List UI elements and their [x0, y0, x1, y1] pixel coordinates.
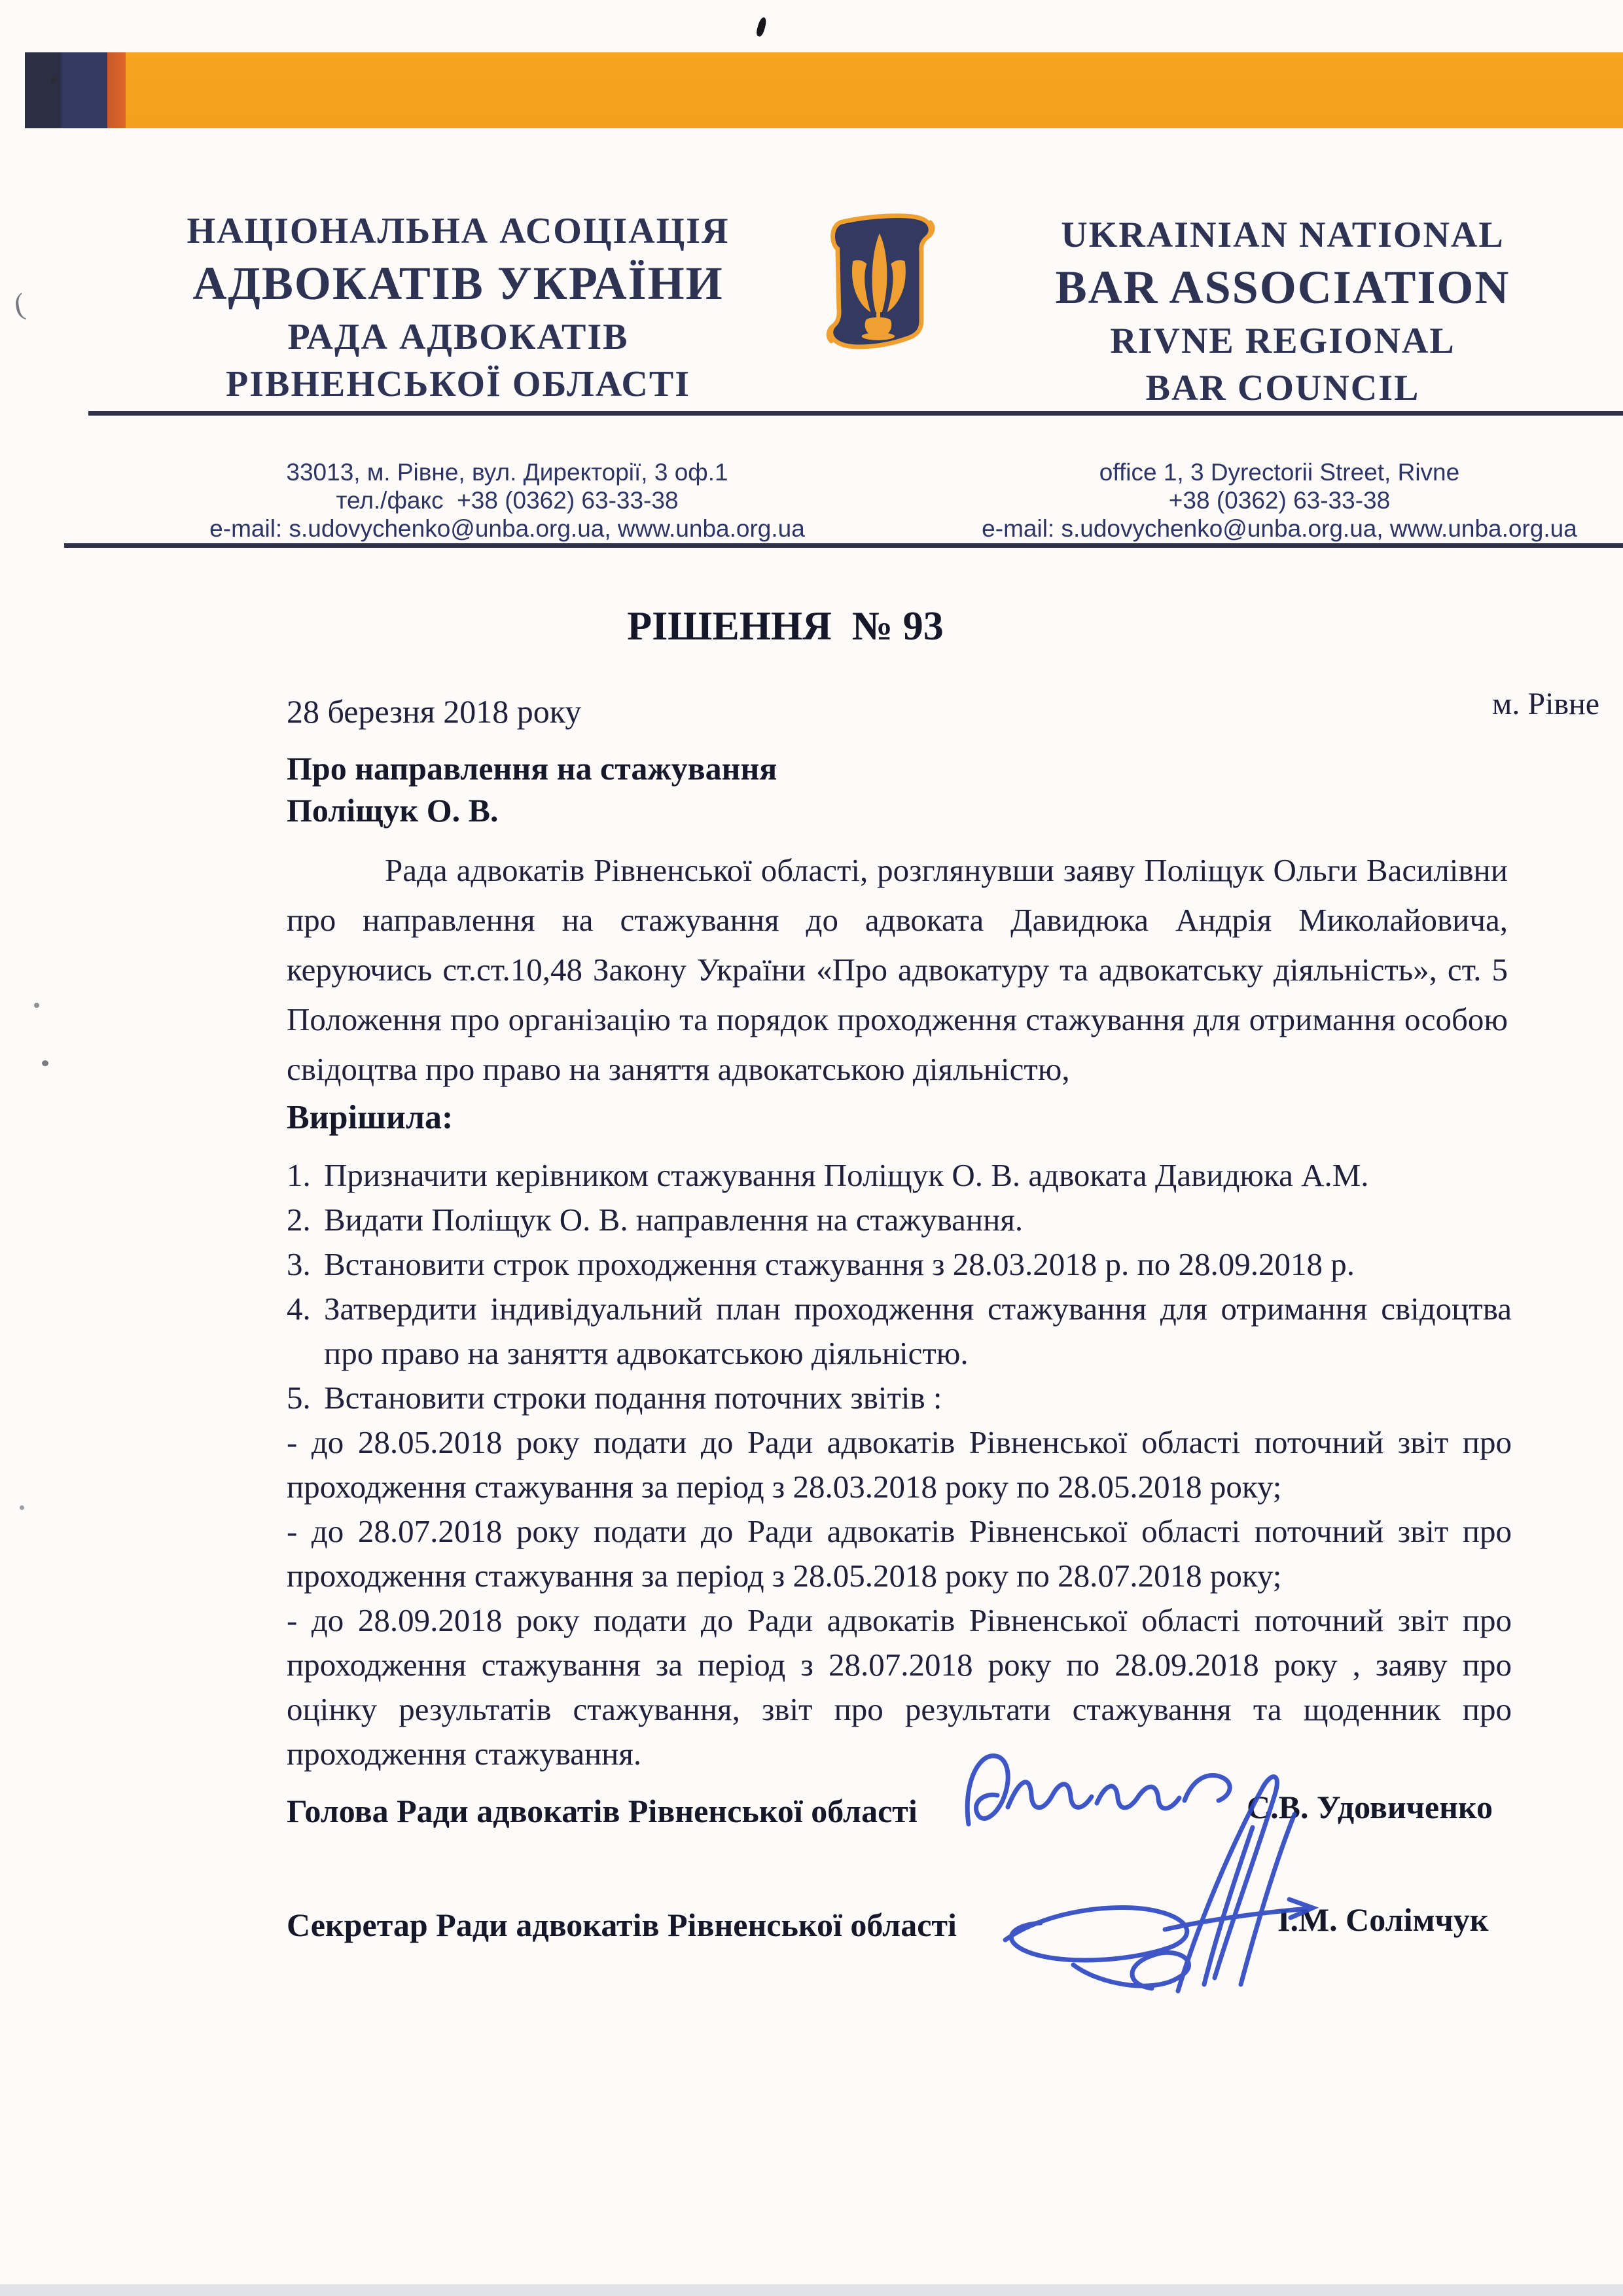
scan-speck: [20, 1505, 24, 1510]
resolution-item-3: [287, 1242, 1512, 1287]
item-number: 3.: [287, 1246, 311, 1282]
org-ua-line1: НАЦІОНАЛЬНА АСОЦІАЦІЯ: [187, 211, 730, 251]
subject-line1: Про направлення на стажування: [287, 750, 777, 787]
email-en: e-mail: s.udovychenko@unba.org.ua, www.unba.org.ua: [982, 515, 1577, 542]
org-ua-line3: РАДА АДВОКАТІВ: [287, 317, 629, 357]
header-divider-line: [88, 411, 1623, 416]
unba-scroll-trident-logo-icon: [813, 211, 940, 372]
org-en-line4: BAR COUNCIL: [1145, 368, 1420, 408]
item-text: Призначити керівником стажування Поліщук О. В. адвоката Давидюка А.М.: [324, 1157, 1369, 1193]
resolved-heading: Вирішила:: [287, 1099, 454, 1136]
email-ua: e-mail: s.udovychenko@unba.org.ua, www.unba.org.ua: [209, 515, 805, 542]
org-en-line2: BAR ASSOCIATION: [1055, 261, 1510, 314]
decision-subject: [287, 747, 777, 831]
address-en: office 1, 3 Dyrectorii Street, Rivne: [1099, 459, 1460, 486]
org-name-ukrainian: [157, 208, 759, 407]
item-number: 5.: [287, 1380, 311, 1416]
report-deadline-subitem-3: - до 28.09.2018 року подати до Ради адвокатів Рівненської області поточний звіт про проходження стажування за період з 28.07.2018 року по 28.09.2018 року , заяву про оцінку результатів стажування, звіт про результати стажування та щоденник про проходження стажування.: [287, 1602, 1512, 1772]
item-text: Встановити строк проходження стажування з 28.03.2018 р. по 28.09.2018 р.: [324, 1246, 1355, 1282]
decision-title: РІШЕННЯ № 93: [627, 604, 944, 649]
subject-line2: Поліщук О. В.: [287, 792, 499, 829]
decision-preamble: Рада адвокатів Рівненської області, розглянувши заяву Поліщук Ольги Василівни про направлення на стажування до адвоката Давидюка Андрія Миколайовича, керуючись ст.ст.10,48 Закону України «Про адвокатуру та адвокатську діяльність», ст. 5 Положення про організацію та порядок проходження стажування для отримання особою свідоцтва про право на заняття адвокатською діяльністю,: [287, 852, 1508, 1087]
contact-divider-line: [64, 543, 1623, 548]
org-ua-line4: РІВНЕНСЬКОЇ ОБЛАСТІ: [226, 364, 690, 404]
letterhead-color-banner: [25, 52, 1623, 128]
item-text: Видати Поліщук О. В. направлення на стажування.: [324, 1202, 1024, 1238]
contact-block-ukrainian: [164, 458, 851, 543]
org-en-line1: UKRAINIAN NATIONAL: [1061, 215, 1505, 255]
signer-name-head: С.В. Удовиченко: [1247, 1789, 1493, 1825]
signer-role-head: Голова Ради адвокатів Рівненської області: [287, 1793, 918, 1829]
contact-block-english: [969, 458, 1590, 543]
org-en-line3: RIVNE REGIONAL: [1110, 321, 1455, 361]
org-name-english: [1021, 212, 1544, 411]
decision-date: 28 березня 2018 року: [287, 693, 582, 730]
item-text: Встановити строки подання поточних звітів :: [324, 1380, 942, 1416]
decision-place: м. Рівне: [1492, 687, 1600, 721]
scan-speck: (: [11, 287, 27, 321]
banner-navy-block: [25, 52, 107, 128]
banner-orange-strip: [126, 52, 1623, 128]
report-deadline-subitem-1: - до 28.05.2018 року подати до Ради адвокатів Рівненської області поточний звіт про проходження стажування за період з 28.03.2018 року по 28.05.2018 року;: [287, 1424, 1512, 1505]
scan-edge-shadow: [0, 2284, 1623, 2296]
address-ua: 33013, м. Рівне, вул. Директорії, 3 оф.1: [286, 459, 728, 486]
resolution-item-2: [287, 1198, 1512, 1242]
resolution-item-5: [287, 1376, 1512, 1420]
scan-speck: [755, 16, 768, 37]
signer-role-secretary: Секретар Ради адвокатів Рівненської області: [287, 1907, 957, 1943]
resolution-item-1: [287, 1153, 1512, 1198]
scan-speck: [34, 1003, 39, 1008]
item-text: Затвердити індивідуальний план проходження стажування для отримання свідоцтва про право на заняття адвокатською діяльністю.: [324, 1291, 1512, 1371]
report-deadline-subitem-2: - до 28.07.2018 року подати до Ради адвокатів Рівненської області поточний звіт про проходження стажування за період з 28.05.2018 року по 28.07.2018 року;: [287, 1513, 1512, 1594]
resolution-item-4: [287, 1287, 1512, 1376]
item-number: 2.: [287, 1202, 311, 1238]
signer-name-secretary: І.М. Солімчук: [1277, 1901, 1489, 1938]
item-number: 4.: [287, 1291, 311, 1327]
phone-ua: тел./факс +38 (0362) 63-33-38: [336, 487, 679, 514]
banner-red-strip: [107, 52, 126, 128]
scan-speck: [42, 1060, 48, 1066]
item-number: 1.: [287, 1157, 311, 1193]
resolution-list: [287, 1153, 1512, 1776]
phone-en: +38 (0362) 63-33-38: [1168, 487, 1391, 514]
org-ua-line2: АДВОКАТІВ УКРАЇНИ: [192, 257, 724, 310]
